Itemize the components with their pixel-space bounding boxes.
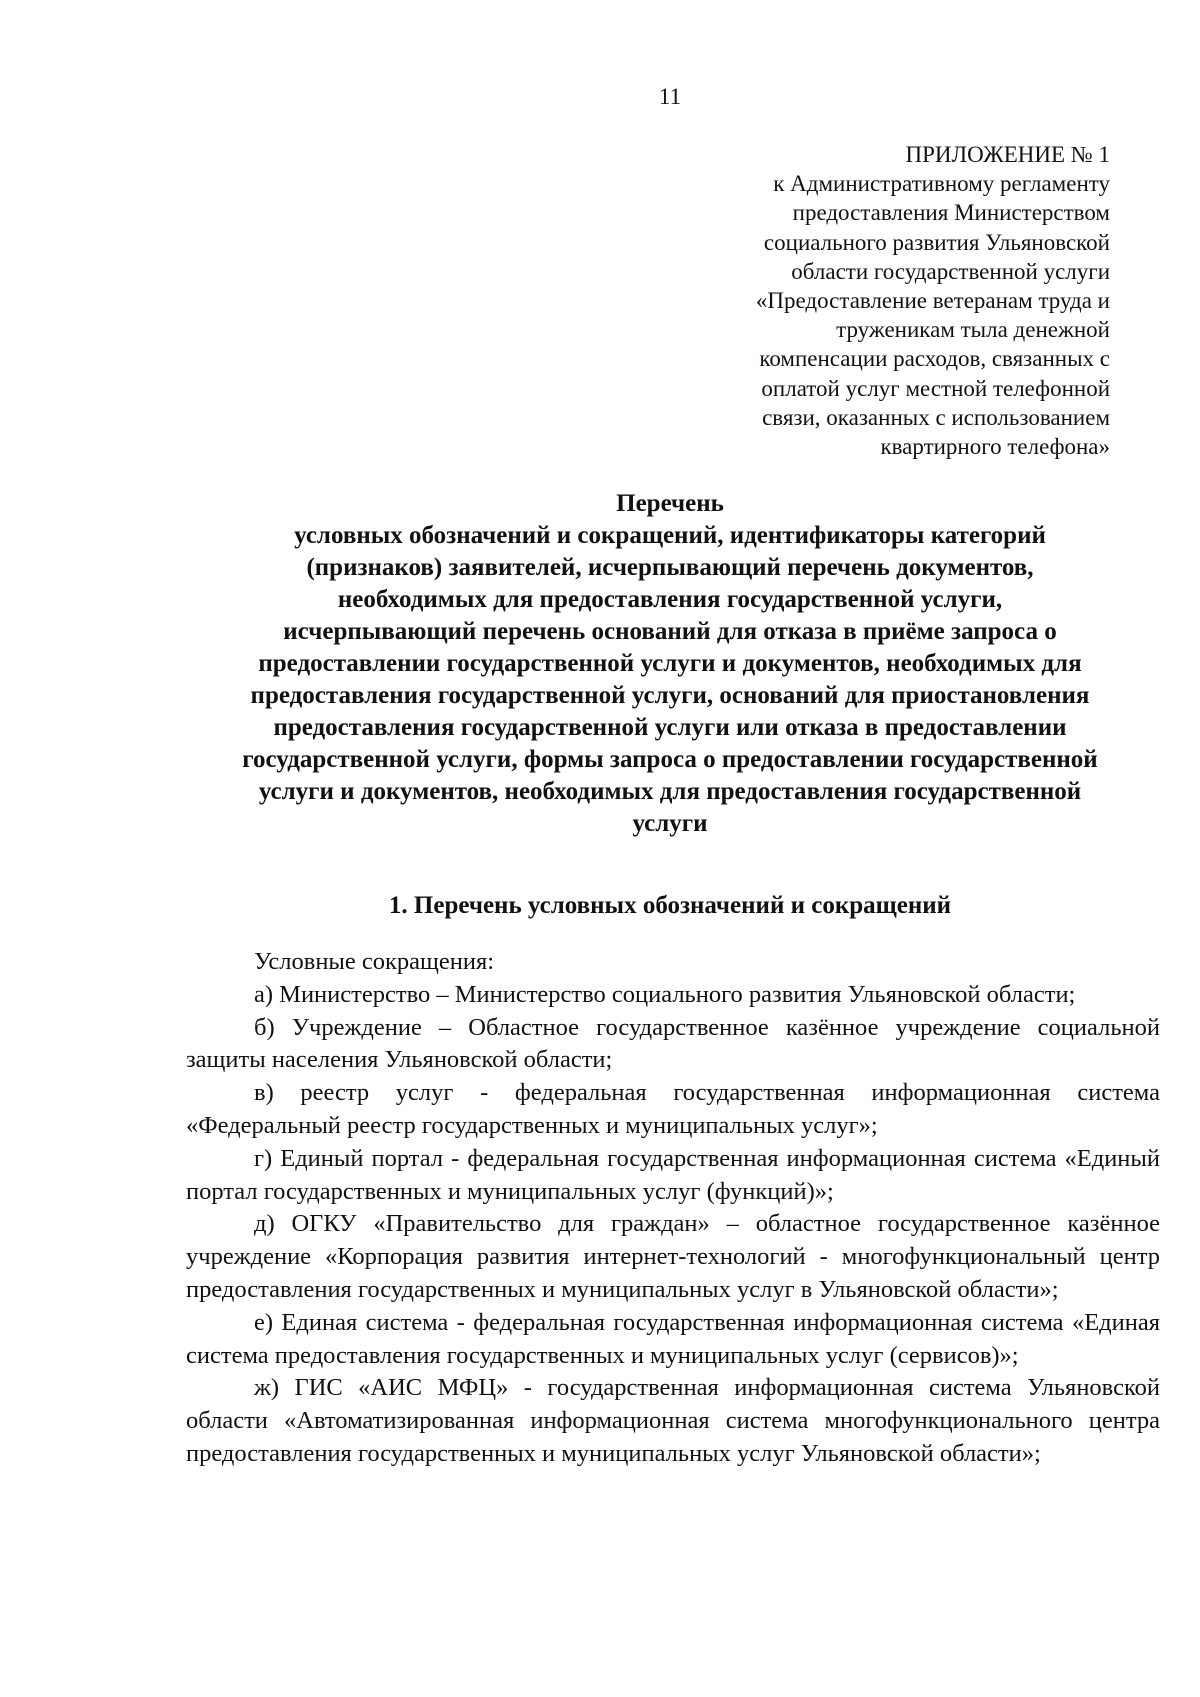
appendix-line: «Предоставление ветеранам труда и: [755, 288, 1110, 314]
appendix-line: связи, оказанных с использованием: [762, 404, 1110, 430]
title-line: Перечень: [616, 490, 724, 517]
appendix-line: оплатой услуг местной телефонной: [761, 375, 1110, 401]
abbreviation-item: е) Единая система - федеральная государственная информационная система «Единая система предоставления государственных и муниципальных услуг (сервисов)»;: [186, 1308, 1160, 1369]
title-line: предоставления государственной услуги или отказа в предоставлении: [273, 714, 1067, 741]
title-line: государственной услуги, формы запроса о предоставлении государственной: [242, 746, 1098, 773]
abbreviations-list: [186, 946, 1160, 1471]
document-title: [150, 488, 1190, 840]
appendix-line: компенсации расходов, связанных с: [759, 346, 1110, 372]
title-line: предоставления государственной услуги, оснований для приостановления: [250, 682, 1090, 709]
title-line: услуги и документов, необходимых для предоставления государственной: [258, 778, 1082, 805]
abbreviations-intro: Условные сокращения:: [254, 948, 495, 975]
title-line: необходимых для предоставления государственной услуги,: [337, 586, 1003, 613]
appendix-line: социального развития Ульяновской: [763, 229, 1110, 255]
appendix-line: ПРИЛОЖЕНИЕ № 1: [905, 142, 1110, 167]
appendix-header: [650, 140, 1110, 461]
appendix-line: предоставления Министерством: [792, 200, 1110, 226]
appendix-line: квартирного телефона»: [880, 434, 1110, 460]
appendix-line: к Административному регламенту: [773, 171, 1110, 197]
abbreviation-item: ж) ГИС «АИС МФЦ» - государственная информационная система Ульяновской области «Автоматизированная информационная система многофункционального центра предоставления государственных и муниципальных услуг Ульяновской области»;: [186, 1374, 1160, 1467]
appendix-line: области государственной услуги: [791, 258, 1110, 284]
abbreviation-item: д) ОГКУ «Правительство для граждан» – областное государственное казённое учреждение «Корпорация развития интернет-технологий - многофункциональный центр предоставления государственных и муниципальных услуг в Ульяновской области»;: [186, 1210, 1160, 1303]
title-line: (признаков) заявителей, исчерпывающий перечень документов,: [306, 554, 1034, 581]
title-line: предоставлении государственной услуги и документов, необходимых для: [258, 650, 1082, 677]
abbreviation-item: г) Единый портал - федеральная государственная информационная система «Единый портал государственных и муниципальных услуг (функций)»;: [186, 1144, 1160, 1205]
abbreviation-item: б) Учреждение – Областное государственное казённое учреждение социальной защиты населения Ульяновской области;: [186, 1013, 1160, 1074]
section-heading: 1. Перечень условных обозначений и сокращений: [388, 892, 952, 919]
appendix-line: труженикам тыла денежной: [836, 317, 1110, 343]
title-line: исчерпывающий перечень оснований для отказа в приёме запроса о: [283, 618, 1057, 645]
title-line: условных обозначений и сокращений, идентификаторы категорий: [294, 522, 1046, 549]
abbreviation-item: в) реестр услуг - федеральная государственная информационная система «Федеральный реестр государственных и муниципальных услуг»;: [186, 1079, 1160, 1139]
title-line: услуги: [632, 810, 708, 837]
page-number: 11: [658, 84, 682, 109]
abbreviation-item: а) Министерство – Министерство социального развития Ульяновской области;: [254, 980, 1076, 1008]
